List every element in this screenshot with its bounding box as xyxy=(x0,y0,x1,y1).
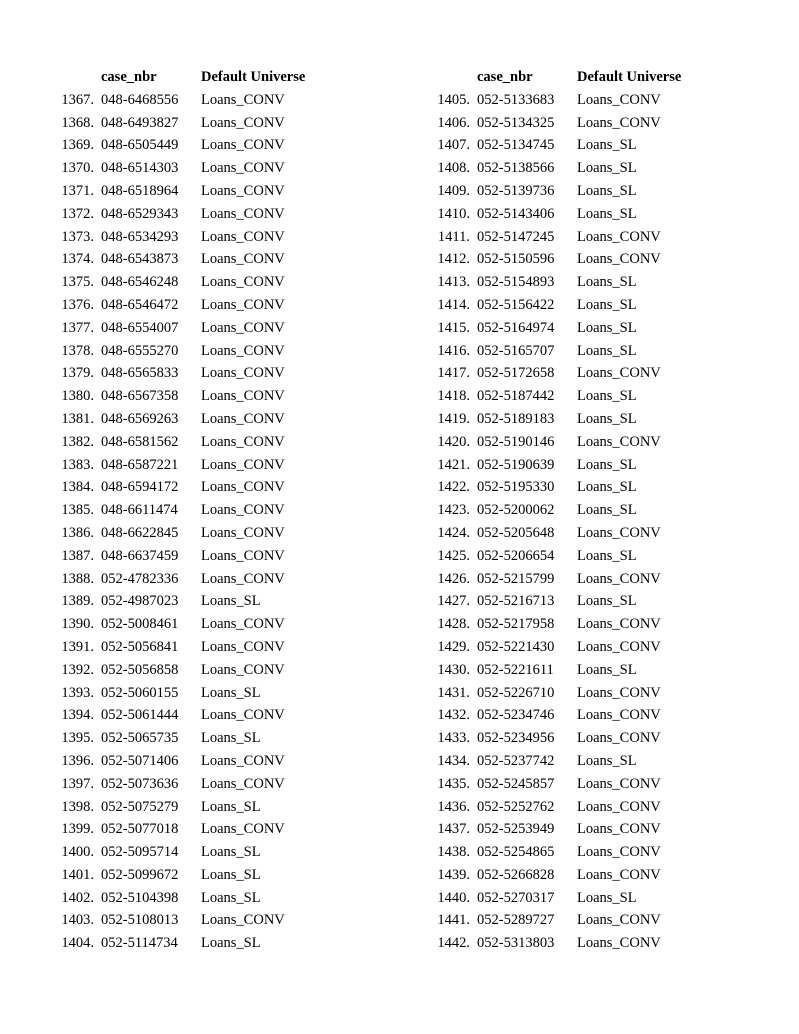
row-number: 1397. xyxy=(61,775,94,792)
universe-cell: Loans_CONV xyxy=(577,821,661,838)
universe-cell: Loans_CONV xyxy=(201,775,285,792)
row-number: 1367. xyxy=(61,91,94,108)
universe-cell: Loans_CONV xyxy=(577,798,661,815)
row-number: 1404. xyxy=(61,935,94,952)
universe-cell: Loans_SL xyxy=(201,593,261,610)
row-number: 1428. xyxy=(437,616,470,633)
row-number: 1426. xyxy=(437,570,470,587)
universe-cell: Loans_CONV xyxy=(201,433,285,450)
row-number: 1376. xyxy=(61,296,94,313)
universe-cell: Loans_CONV xyxy=(577,730,661,747)
universe-cell: Loans_CONV xyxy=(577,616,661,633)
case-nbr-cell: 048-6637459 xyxy=(101,547,179,564)
universe-cell: Loans_CONV xyxy=(201,137,285,154)
universe-cell: Loans_CONV xyxy=(201,912,285,929)
universe-cell: Loans_SL xyxy=(577,410,637,427)
row-number: 1377. xyxy=(61,319,94,336)
row-number: 1374. xyxy=(61,251,94,268)
row-number: 1403. xyxy=(61,912,94,929)
case-nbr-cell: 048-6546248 xyxy=(101,274,179,291)
universe-cell: Loans_CONV xyxy=(201,707,285,724)
universe-cell: Loans_CONV xyxy=(201,319,285,336)
case-nbr-cell: 052-5187442 xyxy=(477,388,555,405)
universe-cell: Loans_CONV xyxy=(201,228,285,245)
case-nbr-cell: 052-5190639 xyxy=(477,456,555,473)
row-number: 1406. xyxy=(437,114,470,131)
universe-cell: Loans_CONV xyxy=(577,684,661,701)
row-number: 1424. xyxy=(437,524,470,541)
case-nbr-cell: 052-5060155 xyxy=(101,684,179,701)
case-nbr-cell: 052-5253949 xyxy=(477,821,555,838)
universe-cell: Loans_CONV xyxy=(577,251,661,268)
row-number: 1382. xyxy=(61,433,94,450)
universe-cell: Loans_SL xyxy=(201,684,261,701)
row-number: 1381. xyxy=(61,410,94,427)
case-nbr-cell: 052-5217958 xyxy=(477,616,555,633)
default-universe-header: Default Universe xyxy=(201,69,306,85)
universe-cell: Loans_SL xyxy=(577,479,637,496)
universe-cell: Loans_CONV xyxy=(577,524,661,541)
row-number: 1416. xyxy=(437,342,470,359)
universe-cell: Loans_CONV xyxy=(201,182,285,199)
row-number: 1427. xyxy=(437,593,470,610)
case-nbr-header: case_nbr xyxy=(101,69,157,85)
universe-cell: Loans_CONV xyxy=(577,638,661,655)
case-nbr-cell: 052-5077018 xyxy=(101,821,179,838)
universe-cell: Loans_CONV xyxy=(201,661,285,678)
universe-cell: Loans_CONV xyxy=(201,821,285,838)
universe-cell: Loans_CONV xyxy=(201,114,285,131)
universe-cell: Loans_CONV xyxy=(201,547,285,564)
row-number: 1417. xyxy=(437,365,470,382)
universe-cell: Loans_CONV xyxy=(201,502,285,519)
case-nbr-cell: 052-5114734 xyxy=(101,935,178,952)
case-nbr-cell: 052-5313803 xyxy=(477,935,555,952)
row-number: 1423. xyxy=(437,502,470,519)
universe-cell: Loans_SL xyxy=(201,866,261,883)
row-number: 1373. xyxy=(61,228,94,245)
case-nbr-cell: 052-4987023 xyxy=(101,593,179,610)
row-number: 1422. xyxy=(437,479,470,496)
universe-cell: Loans_CONV xyxy=(201,479,285,496)
case-nbr-cell: 052-5061444 xyxy=(101,707,179,724)
row-number: 1435. xyxy=(437,775,470,792)
universe-cell: Loans_SL xyxy=(201,798,261,815)
case-nbr-cell: 052-5008461 xyxy=(101,616,179,633)
universe-cell: Loans_CONV xyxy=(577,570,661,587)
case-nbr-cell: 052-5099672 xyxy=(101,866,179,883)
row-number: 1379. xyxy=(61,365,94,382)
row-number: 1405. xyxy=(437,91,470,108)
case-nbr-cell: 052-5056858 xyxy=(101,661,179,678)
universe-cell: Loans_SL xyxy=(201,730,261,747)
case-nbr-cell: 052-5215799 xyxy=(477,570,555,587)
case-nbr-cell: 048-6468556 xyxy=(101,91,179,108)
universe-cell: Loans_CONV xyxy=(577,365,661,382)
universe-cell: Loans_CONV xyxy=(201,274,285,291)
row-number: 1439. xyxy=(437,866,470,883)
row-number: 1431. xyxy=(437,684,470,701)
row-number: 1380. xyxy=(61,388,94,405)
case-nbr-cell: 052-5073636 xyxy=(101,775,179,792)
universe-cell: Loans_CONV xyxy=(201,570,285,587)
universe-cell: Loans_SL xyxy=(201,935,261,952)
case-nbr-cell: 048-6543873 xyxy=(101,251,179,268)
case-nbr-cell: 052-5216713 xyxy=(477,593,555,610)
case-nbr-cell: 052-5108013 xyxy=(101,912,179,929)
universe-cell: Loans_CONV xyxy=(201,616,285,633)
case-nbr-cell: 052-5190146 xyxy=(477,433,555,450)
row-number: 1385. xyxy=(61,502,94,519)
case-nbr-cell: 048-6581562 xyxy=(101,433,179,450)
row-number: 1370. xyxy=(61,160,94,177)
universe-cell: Loans_SL xyxy=(577,388,637,405)
universe-cell: Loans_CONV xyxy=(201,342,285,359)
row-number: 1375. xyxy=(61,274,94,291)
default-universe-header: Default Universe xyxy=(577,69,682,85)
row-number: 1386. xyxy=(61,524,94,541)
universe-cell: Loans_SL xyxy=(577,137,637,154)
universe-cell: Loans_SL xyxy=(577,296,637,313)
case-nbr-cell: 048-6594172 xyxy=(101,479,179,496)
universe-cell: Loans_SL xyxy=(577,342,637,359)
row-number: 1441. xyxy=(437,912,470,929)
row-number: 1409. xyxy=(437,182,470,199)
row-number: 1394. xyxy=(61,707,94,724)
row-number: 1389. xyxy=(61,593,94,610)
row-number: 1434. xyxy=(437,752,470,769)
universe-cell: Loans_SL xyxy=(577,205,637,222)
case-nbr-cell: 052-5200062 xyxy=(477,502,555,519)
case-nbr-cell: 048-6505449 xyxy=(101,137,179,154)
case-nbr-cell: 052-5221430 xyxy=(477,638,555,655)
row-number: 1399. xyxy=(61,821,94,838)
row-number: 1402. xyxy=(61,889,94,906)
row-number: 1436. xyxy=(437,798,470,815)
row-number: 1418. xyxy=(437,388,470,405)
row-number: 1442. xyxy=(437,935,470,952)
universe-cell: Loans_CONV xyxy=(201,638,285,655)
case-nbr-cell: 052-5206654 xyxy=(477,547,555,564)
universe-cell: Loans_CONV xyxy=(201,752,285,769)
universe-cell: Loans_CONV xyxy=(577,228,661,245)
universe-cell: Loans_CONV xyxy=(201,296,285,313)
case-nbr-cell: 052-5270317 xyxy=(477,889,555,906)
universe-cell: Loans_SL xyxy=(577,160,637,177)
case-nbr-cell: 052-5143406 xyxy=(477,205,555,222)
universe-cell: Loans_CONV xyxy=(577,707,661,724)
case-nbr-cell: 052-5205648 xyxy=(477,524,555,541)
case-nbr-cell: 052-4782336 xyxy=(101,570,179,587)
row-number: 1390. xyxy=(61,616,94,633)
row-number: 1372. xyxy=(61,205,94,222)
case-nbr-cell: 052-5234746 xyxy=(477,707,555,724)
case-nbr-cell: 052-5266828 xyxy=(477,866,555,883)
universe-cell: Loans_CONV xyxy=(577,844,661,861)
row-number: 1411. xyxy=(437,228,470,245)
universe-cell: Loans_SL xyxy=(577,182,637,199)
universe-cell: Loans_CONV xyxy=(201,205,285,222)
universe-cell: Loans_SL xyxy=(577,593,637,610)
row-number: 1388. xyxy=(61,570,94,587)
case-nbr-cell: 048-6514303 xyxy=(101,160,179,177)
case-nbr-cell: 052-5164974 xyxy=(477,319,555,336)
row-number: 1433. xyxy=(437,730,470,747)
case-nbr-cell: 048-6554007 xyxy=(101,319,179,336)
case-nbr-cell: 052-5071406 xyxy=(101,752,179,769)
universe-cell: Loans_CONV xyxy=(201,410,285,427)
row-number: 1421. xyxy=(437,456,470,473)
case-nbr-cell: 052-5056841 xyxy=(101,638,179,655)
case-nbr-cell: 052-5133683 xyxy=(477,91,555,108)
universe-cell: Loans_CONV xyxy=(201,365,285,382)
universe-cell: Loans_SL xyxy=(577,661,637,678)
case-nbr-cell: 052-5150596 xyxy=(477,251,555,268)
row-number: 1429. xyxy=(437,638,470,655)
case-nbr-cell: 052-5226710 xyxy=(477,684,555,701)
case-nbr-cell: 052-5172658 xyxy=(477,365,555,382)
row-number: 1425. xyxy=(437,547,470,564)
row-number: 1407. xyxy=(437,137,470,154)
universe-cell: Loans_CONV xyxy=(201,524,285,541)
row-number: 1384. xyxy=(61,479,94,496)
case-nbr-cell: 048-6534293 xyxy=(101,228,179,245)
case-nbr-cell: 048-6529343 xyxy=(101,205,179,222)
case-nbr-cell: 048-6546472 xyxy=(101,296,179,313)
case-nbr-cell: 048-6518964 xyxy=(101,182,179,199)
case-nbr-cell: 052-5252762 xyxy=(477,798,555,815)
universe-cell: Loans_SL xyxy=(577,274,637,291)
row-number: 1414. xyxy=(437,296,470,313)
row-number: 1410. xyxy=(437,205,470,222)
universe-cell: Loans_SL xyxy=(577,319,637,336)
row-number: 1396. xyxy=(61,752,94,769)
case-nbr-cell: 052-5234956 xyxy=(477,730,555,747)
case-nbr-cell: 052-5138566 xyxy=(477,160,555,177)
row-number: 1413. xyxy=(437,274,470,291)
case-nbr-cell: 052-5245857 xyxy=(477,775,555,792)
case-nbr-cell: 052-5139736 xyxy=(477,182,555,199)
row-number: 1393. xyxy=(61,684,94,701)
case-nbr-cell: 052-5134325 xyxy=(477,114,555,131)
case-nbr-cell: 052-5104398 xyxy=(101,889,179,906)
row-number: 1371. xyxy=(61,182,94,199)
universe-cell: Loans_CONV xyxy=(201,251,285,268)
case-nbr-cell: 052-5237742 xyxy=(477,752,555,769)
case-nbr-cell: 048-6569263 xyxy=(101,410,179,427)
universe-cell: Loans_CONV xyxy=(577,912,661,929)
universe-cell: Loans_SL xyxy=(577,502,637,519)
row-number: 1420. xyxy=(437,433,470,450)
case-nbr-cell: 048-6622845 xyxy=(101,524,179,541)
case-nbr-cell: 048-6565833 xyxy=(101,365,179,382)
universe-cell: Loans_SL xyxy=(577,752,637,769)
row-number: 1437. xyxy=(437,821,470,838)
row-number: 1440. xyxy=(437,889,470,906)
universe-cell: Loans_CONV xyxy=(577,91,661,108)
case-nbr-cell: 052-5221611 xyxy=(477,661,554,678)
row-number: 1419. xyxy=(437,410,470,427)
case-nbr-cell: 052-5156422 xyxy=(477,296,555,313)
universe-cell: Loans_CONV xyxy=(577,866,661,883)
row-number: 1398. xyxy=(61,798,94,815)
row-number: 1378. xyxy=(61,342,94,359)
case-nbr-cell: 052-5075279 xyxy=(101,798,179,815)
row-number: 1387. xyxy=(61,547,94,564)
case-nbr-cell: 052-5254865 xyxy=(477,844,555,861)
row-number: 1369. xyxy=(61,137,94,154)
row-number: 1415. xyxy=(437,319,470,336)
row-number: 1400. xyxy=(61,844,94,861)
row-number: 1391. xyxy=(61,638,94,655)
row-number: 1392. xyxy=(61,661,94,678)
universe-cell: Loans_SL xyxy=(577,547,637,564)
universe-cell: Loans_SL xyxy=(201,844,261,861)
case-nbr-cell: 048-6611474 xyxy=(101,502,178,519)
case-nbr-cell: 052-5189183 xyxy=(477,410,555,427)
universe-cell: Loans_CONV xyxy=(577,433,661,450)
row-number: 1401. xyxy=(61,866,94,883)
case-nbr-cell: 048-6555270 xyxy=(101,342,179,359)
universe-cell: Loans_CONV xyxy=(201,388,285,405)
universe-cell: Loans_CONV xyxy=(577,114,661,131)
universe-cell: Loans_SL xyxy=(201,889,261,906)
universe-cell: Loans_CONV xyxy=(577,935,661,952)
row-number: 1412. xyxy=(437,251,470,268)
universe-cell: Loans_SL xyxy=(577,456,637,473)
row-number: 1438. xyxy=(437,844,470,861)
case-nbr-cell: 052-5289727 xyxy=(477,912,555,929)
case-nbr-cell: 052-5095714 xyxy=(101,844,179,861)
row-number: 1395. xyxy=(61,730,94,747)
case-nbr-cell: 052-5165707 xyxy=(477,342,555,359)
case-nbr-cell: 052-5154893 xyxy=(477,274,555,291)
row-number: 1432. xyxy=(437,707,470,724)
case-nbr-cell: 052-5195330 xyxy=(477,479,555,496)
universe-cell: Loans_CONV xyxy=(201,91,285,108)
universe-cell: Loans_CONV xyxy=(201,456,285,473)
case-nbr-cell: 048-6493827 xyxy=(101,114,179,131)
row-number: 1383. xyxy=(61,456,94,473)
row-number: 1368. xyxy=(61,114,94,131)
universe-cell: Loans_SL xyxy=(577,889,637,906)
case-nbr-cell: 048-6567358 xyxy=(101,388,179,405)
row-number: 1430. xyxy=(437,661,470,678)
universe-cell: Loans_CONV xyxy=(201,160,285,177)
case-nbr-cell: 052-5065735 xyxy=(101,730,179,747)
universe-cell: Loans_CONV xyxy=(577,775,661,792)
case-nbr-cell: 048-6587221 xyxy=(101,456,179,473)
case-nbr-cell: 052-5147245 xyxy=(477,228,555,245)
case-nbr-header: case_nbr xyxy=(477,69,533,85)
row-number: 1408. xyxy=(437,160,470,177)
case-nbr-cell: 052-5134745 xyxy=(477,137,555,154)
